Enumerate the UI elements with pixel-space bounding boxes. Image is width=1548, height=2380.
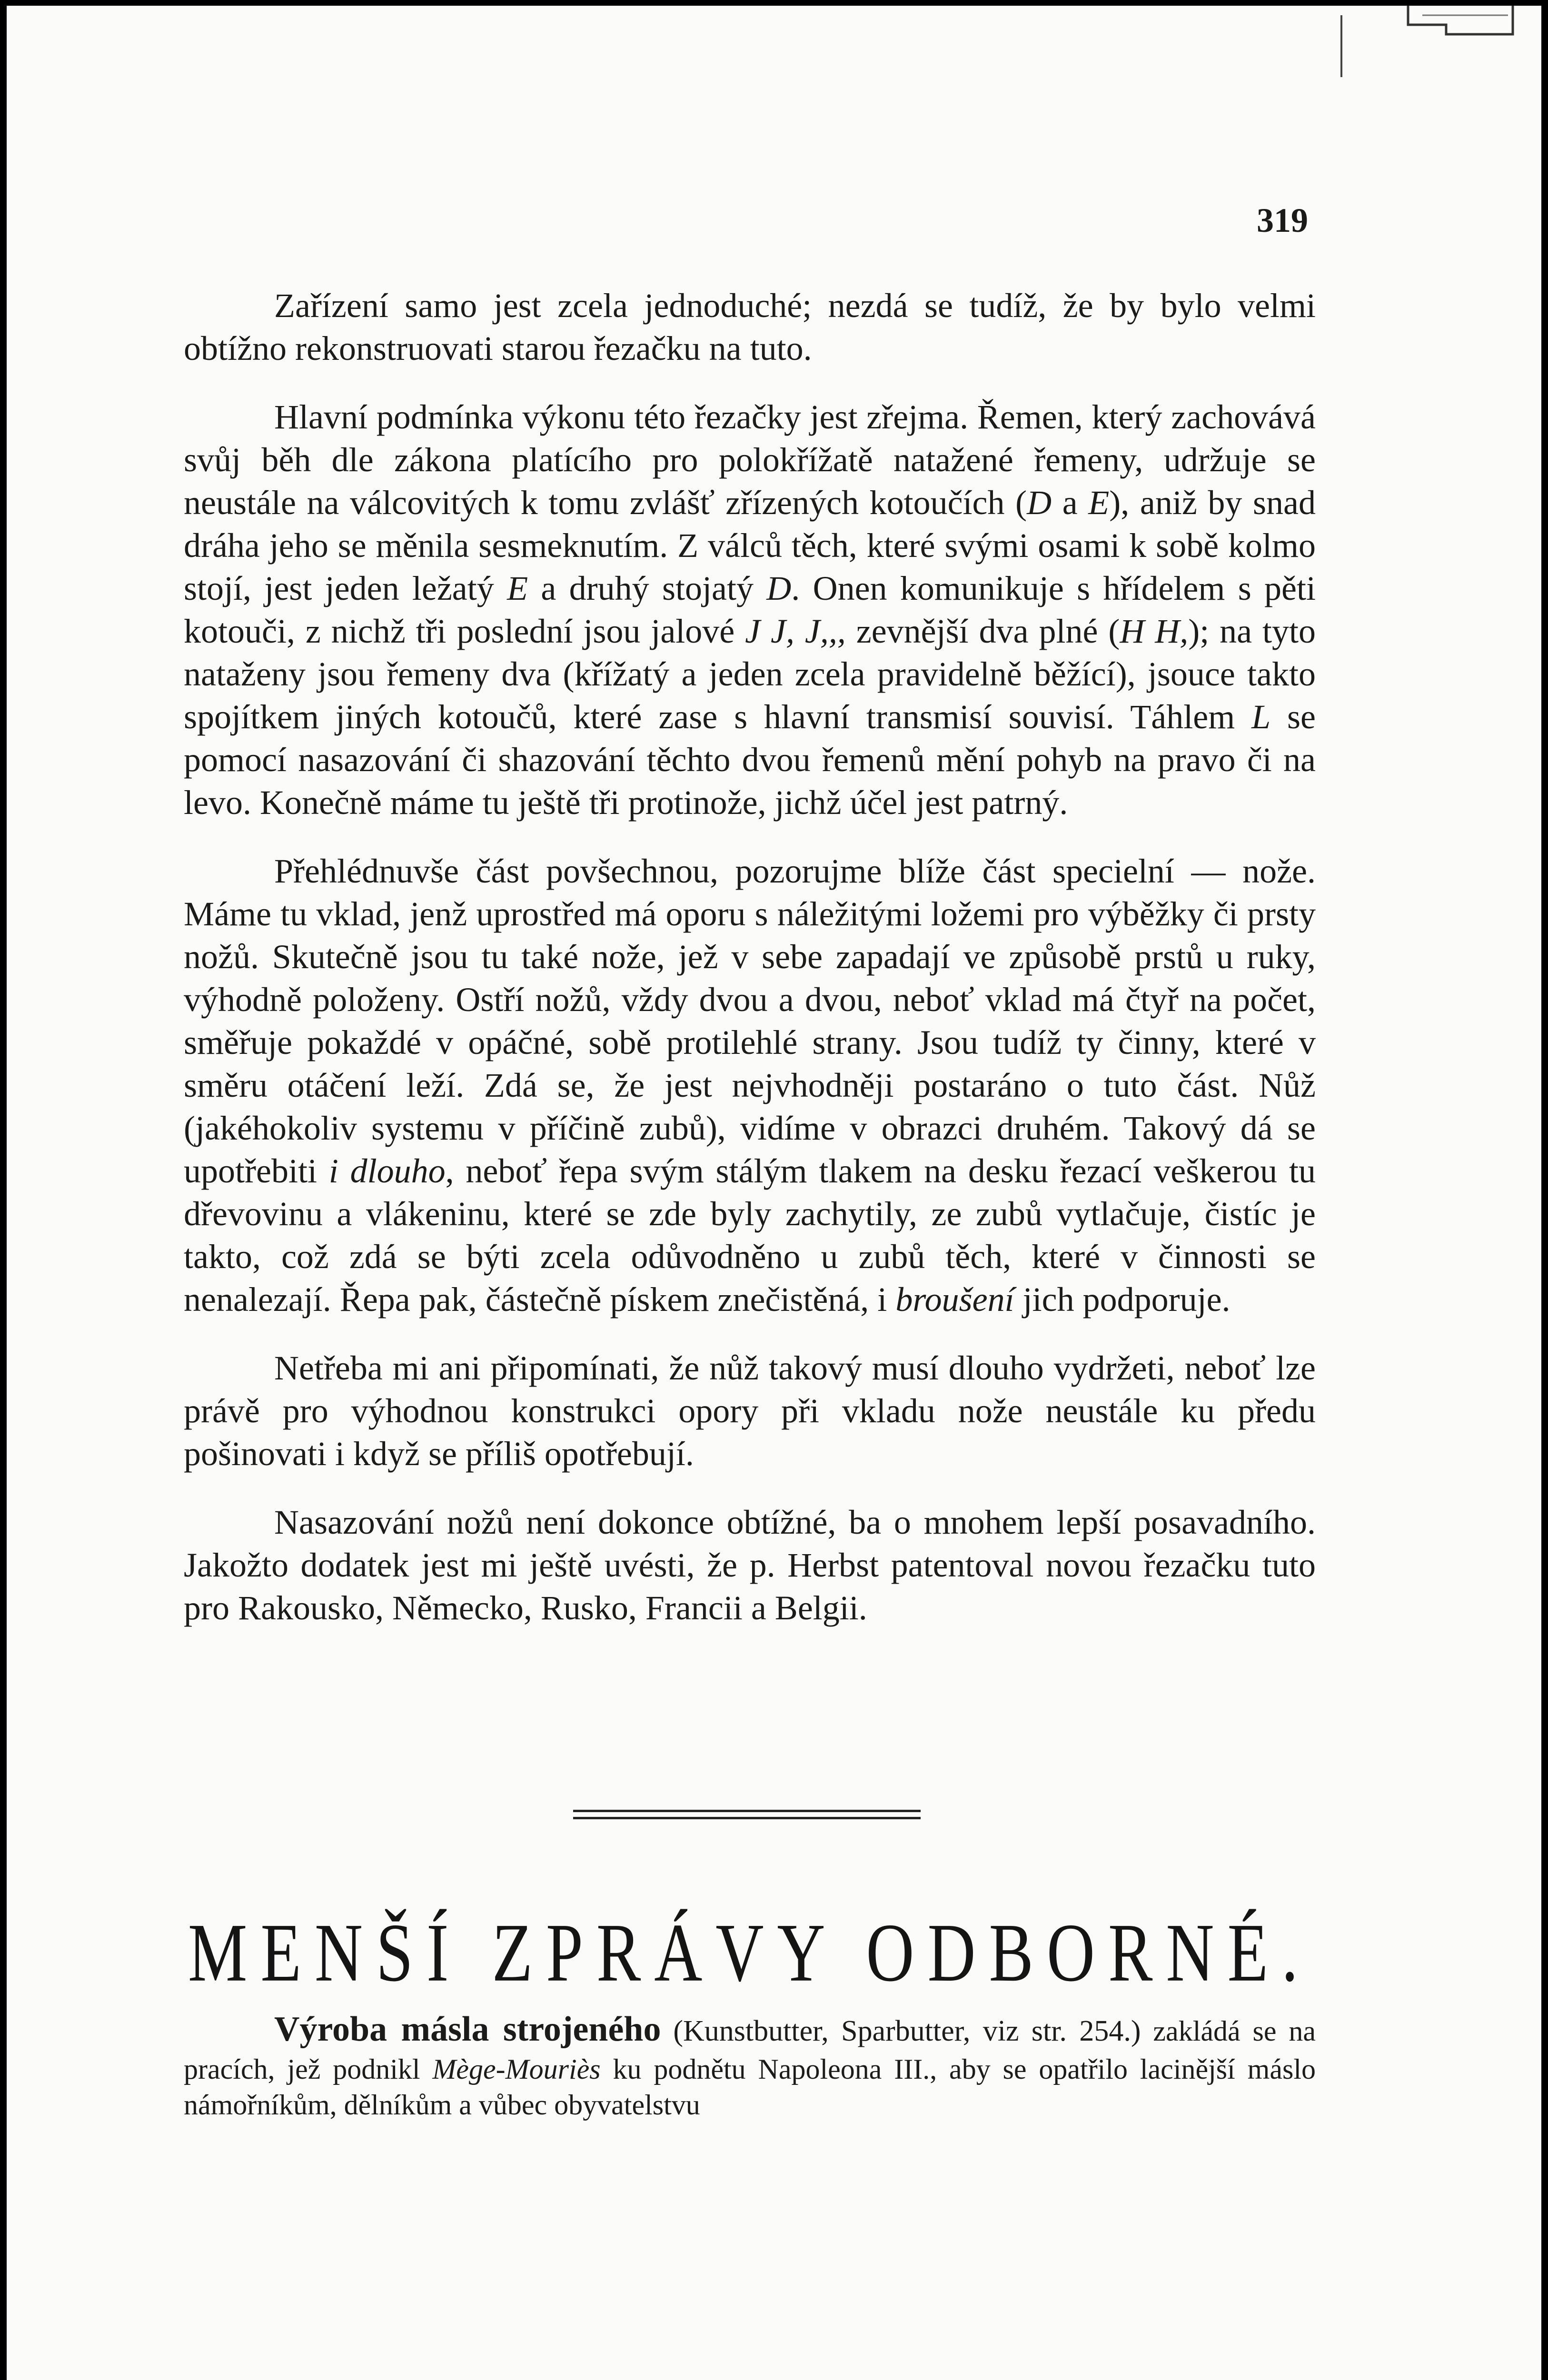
news-title: Výroba másla strojeného <box>274 2010 661 2049</box>
italic-text: H H, <box>1120 612 1189 650</box>
divider-rule <box>573 1810 921 1812</box>
italic-text: D <box>766 569 792 607</box>
text-run: Hlavní podmínka výkonu této řezačky jest zřejma. Řemen, který zachovává svůj běh dle zákona platícího pro polokřížatě natažené řemeny, udržuje se neustále na válcovitých k tomu zvlášť zřízených kotoučích ( <box>184 398 1316 522</box>
paragraph <box>184 1501 1316 1629</box>
italic-text: i dlouho <box>328 1152 446 1190</box>
text-run: . Onen komunikuje s hřídelem s pěti kotouči, z nichž tři poslední jsou jalové <box>184 569 1316 650</box>
text-run: ), aniž by snad dráha jeho se měnila sesmeknutím. Z válců těch, které svými osami k sobě kolmo stojí, jest jeden ležatý <box>184 484 1316 607</box>
paragraph <box>184 850 1316 1321</box>
text-run: , neboť řepa svým stálým tlakem na desku řezací veškerou tu dřevovinu a vlákeninu, které se zde byly zachytily, ze zubů vytlačuje, čistíc je takto, což zdá se býti zcela odůvodněno u zubů těch, které v činnosti se nenalezají. Řepa pak, částečně pískem znečistěná, i <box>184 1152 1316 1319</box>
text-run: Nasazování nožů není dokonce obtížné, ba o mnohem lepší posavadního. Jakožto dodatek jest mi ještě uvésti, že p. Herbst patentoval novou řezačku tuto pro Rakousko, Německo, Rusko, Francii a Belgii. <box>184 1503 1316 1627</box>
text-run: Zařízení samo jest zcela jednoduché; nezdá se tudíž, že by bylo velmi obtížno rekonstruovati starou řezačku na tuto. <box>184 287 1316 367</box>
paragraph <box>184 284 1316 370</box>
book-page <box>7 6 1541 2380</box>
italic-text: D <box>1027 484 1052 522</box>
news-subtitle: (Kunstbutter, Sparbutter, viz str. 254.) <box>673 2015 1141 2047</box>
news-item <box>184 2007 1316 2123</box>
italic-text: L <box>1251 698 1271 736</box>
text-run: se pomocí nasazování či shazování těchto dvou řemenů mění pohyb na pravo či na levo. Konečně máme tu ještě tři protinože, jichž účel jest patrný. <box>184 698 1316 822</box>
text-run: ); na tyto nataženy jsou řemeny dva (křížatý a jeden zcela pravidelně běžící), jsouce takto spojítkem jiných kotoučů, které zase s hlavní transmisí souvisí. Táhlem <box>184 612 1316 736</box>
paragraph <box>184 396 1316 824</box>
italic-text: E <box>507 569 528 607</box>
text-run: Netřeba mi ani připomínati, že nůž takový musí dlouho vydržeti, neboť lze právě pro výhodnou konstrukci opory při vkladu nože neustále ku předu pošinovati i když se příliš opotřebují. <box>184 1349 1316 1473</box>
text-run: a druhý stojatý <box>528 569 767 607</box>
paragraph <box>184 1347 1316 1475</box>
scan-corner-mark <box>1322 6 1522 77</box>
page-number: 319 <box>1257 201 1308 239</box>
text-run: zakládá se na pracích, jež podnikl <box>184 2015 1316 2085</box>
text-run: jich podporuje. <box>1014 1280 1230 1319</box>
article-body <box>184 284 1316 1655</box>
text-run: ku podnětu Napoleona III., aby se opatřilo lacinější máslo námořníkům, dělníkům a vůbec obyvatelstvu <box>184 2053 1316 2121</box>
text-run: zevnější dva plné ( <box>845 612 1120 650</box>
text-run: Přehlédnuvše část povšechnou, pozorujme blíže část specielní — nože. Máme tu vklad, jenž uprostřed má oporu s náležitými ložemi pro výběžky či prsty nožů. Skutečně jsou tu také nože, jež v sebe zapadají ve způsobě prstů u ruky, výhodně položeny. Ostří nožů, vždy dvou a dvou, neboť vklad má čtyř na počet, směřuje pokaždé v opáčné, sobě protilehlé strany. Jsou tudíž ty činny, které v směru otáčení leží. Zdá se, že jest nejvhodněji postaráno o tuto část. Nůž (jakéhokoliv systemu v příčině zubů), vidíme v obrazci druhém. Takový dá se upotřebiti <box>184 852 1316 1190</box>
news-paragraph <box>184 2007 1316 2123</box>
section-divider <box>573 1810 921 1824</box>
italic-text: E <box>1088 484 1110 522</box>
text-run: a <box>1052 484 1089 522</box>
divider-rule <box>573 1817 921 1819</box>
section-heading: MENŠÍ ZPRÁVY ODBORNÉ. <box>188 1906 1312 1999</box>
italic-text: broušení <box>895 1280 1014 1319</box>
italic-text: J J, J,,, <box>745 612 846 650</box>
italic-text: Mège-Mouriès <box>432 2053 601 2085</box>
